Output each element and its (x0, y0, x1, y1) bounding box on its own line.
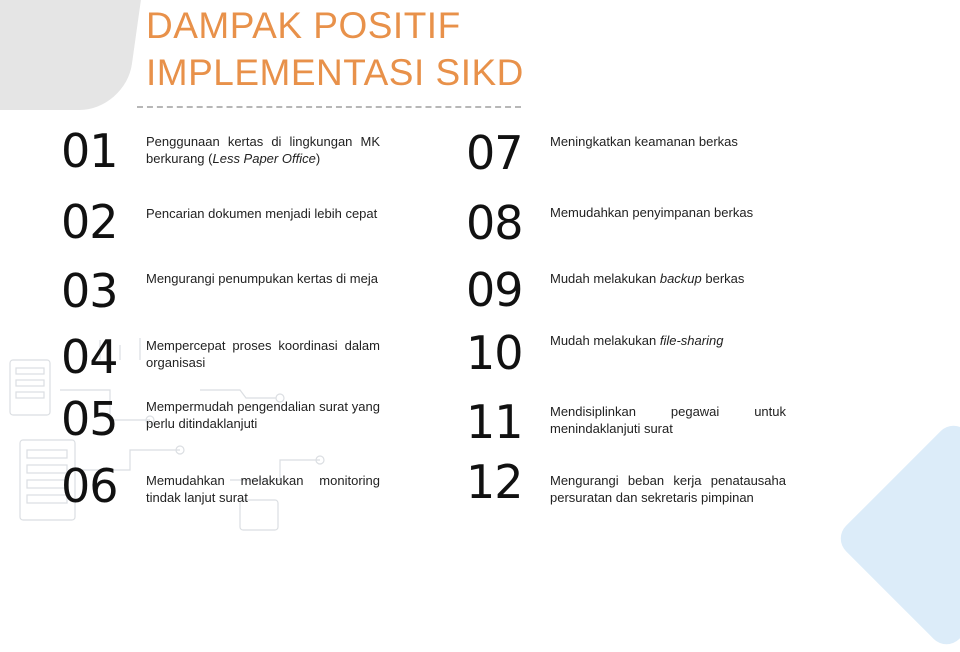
item-text-italic: Less Paper Office (212, 151, 316, 166)
title-line-2: IMPLEMENTASI SIKD (146, 52, 524, 93)
item-text-part: ) (315, 151, 321, 166)
item-number: 10 (466, 326, 523, 380)
item-text: Meningkatkan keamanan berkas (550, 134, 738, 149)
item-text: Mendisiplinkan pegawai untuk menindaklanjuti surat (550, 404, 786, 436)
slide-title (146, 2, 566, 96)
title-line-1: DAMPAK POSITIF (146, 5, 461, 46)
item-text: Memudahkan penyimpanan berkas (550, 205, 754, 220)
item-text: Mempercepat proses koordinasi dalam organisasi (146, 338, 380, 370)
item-number: 07 (466, 126, 523, 180)
item-text-part: berkas (701, 271, 745, 286)
item-text: Pencarian dokumen menjadi lebih cepat (146, 206, 378, 221)
item-text-part: Mudah melakukan (550, 271, 660, 286)
item-number: 02 (61, 195, 118, 249)
item-text-italic: file-sharing (659, 333, 724, 348)
item-number: 08 (466, 196, 523, 250)
item-text (550, 332, 786, 349)
decorative-corner-shape-blue (833, 418, 960, 651)
item-text: Mengurangi beban kerja penatausaha persuratan dan sekretaris pimpinan (550, 473, 786, 505)
item-number: 01 (61, 124, 118, 178)
item-number: 03 (61, 264, 118, 318)
item-text (550, 270, 786, 287)
item-number: 09 (466, 263, 523, 317)
item-text (146, 133, 380, 167)
item-number: 04 (61, 330, 118, 384)
item-number: 12 (466, 455, 523, 509)
item-text: Memudahkan melakukan monitoring tindak lanjut surat (146, 473, 380, 505)
item-text-part: Mudah melakukan (550, 333, 660, 348)
item-text: Mengurangi penumpukan kertas di meja (146, 271, 378, 286)
item-text-part: Penggunaan kertas di lingkungan MK berkurang ( (146, 134, 380, 166)
decorative-corner-shape (0, 0, 147, 110)
item-number: 06 (61, 459, 118, 513)
title-divider (137, 106, 521, 108)
item-text-italic: backup (659, 271, 702, 286)
item-text: Mempermudah pengendalian surat yang perlu ditindaklanjuti (146, 399, 380, 431)
item-number: 11 (466, 395, 523, 449)
item-number: 05 (61, 392, 118, 446)
